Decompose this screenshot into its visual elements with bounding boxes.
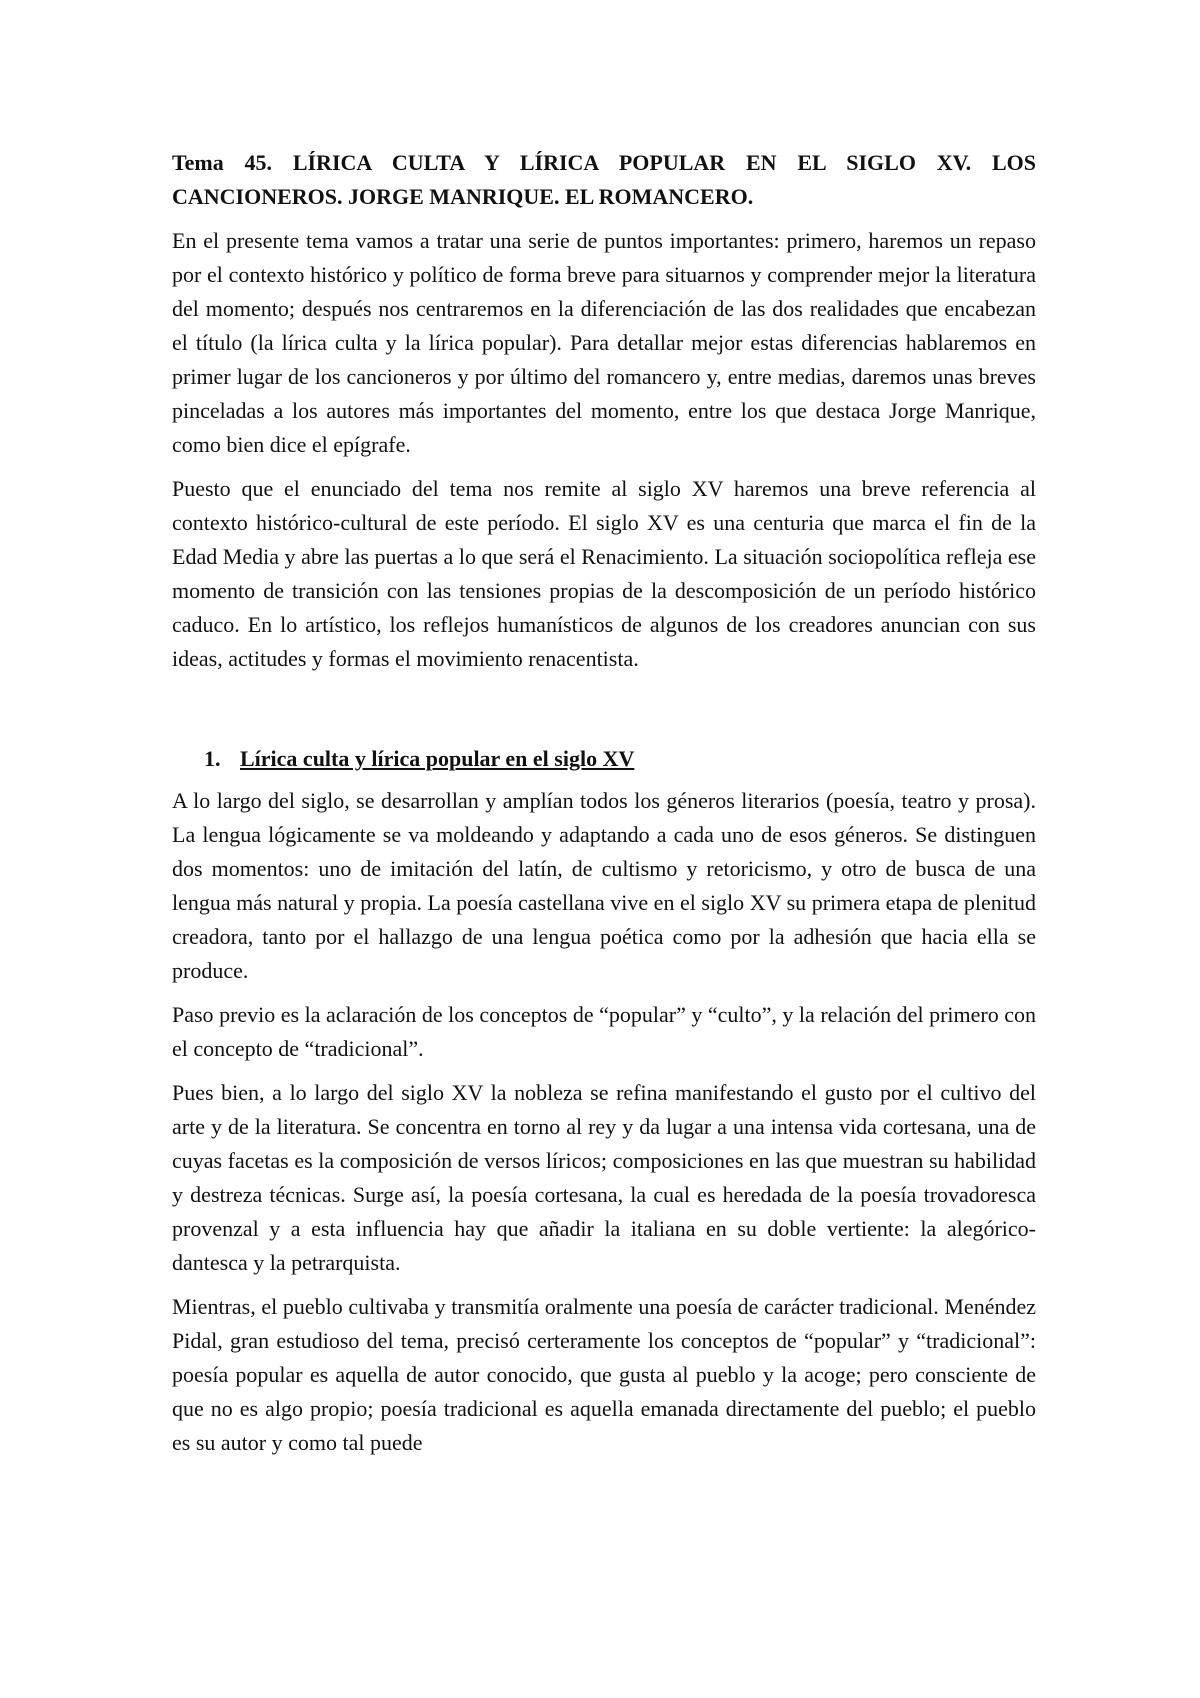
section-paragraph-3: Pues bien, a lo largo del siglo XV la nobleza se refina manifestando el gusto por el cultivo del arte y de la literatura. Se concentra en torno al rey y da lugar a una intensa vida cortesana, una de cuyas facetas es la composición de versos líricos; composiciones en las que muestran su habilidad y destreza técnicas. Surge así, la poesía cortesana, la cual es heredada de la poesía trovadoresca provenzal y a esta influencia hay que añadir la italiana en su doble vertiente: la alegórico-dantesca y la petrarquista.	[172, 1080, 1036, 1275]
section-heading-text: Lírica culta y lírica popular en el siglo XV	[240, 746, 635, 771]
document-title: Tema 45. LÍRICA CULTA Y LÍRICA POPULAR EN EL SIGLO XV. LOS CANCIONEROS. JORGE MANRIQUE. EL ROMANCERO.	[172, 150, 1036, 209]
intro-paragraph-1: En el presente tema vamos a tratar una serie de puntos importantes: primero, haremos un repaso por el contexto histórico y político de forma breve para situarnos y comprender mejor la literatura del momento; después nos centraremos en la diferenciación de las dos realidades que encabezan el título (la lírica culta y la lírica popular). Para detallar mejor estas diferencias hablaremos en primer lugar de los cancioneros y por último del romancero y, entre medias, daremos unas breves pinceladas a los autores más importantes del momento, entre los que destaca Jorge Manrique, como bien dice el epígrafe.	[172, 228, 1036, 457]
section-paragraph-1: A lo largo del siglo, se desarrollan y amplían todos los géneros literarios (poesía, teatro y prosa). La lengua lógicamente se va moldeando y adaptando a cada uno de esos géneros. Se distinguen dos momentos: uno de imitación del latín, de cultismo y retoricismo, y otro de busca de una lengua más natural y propia. La poesía castellana vive en el siglo XV su primera etapa de plenitud creadora, tanto por el hallazgo de una lengua poética como por la adhesión que hacia ella se produce.	[172, 788, 1036, 983]
section-paragraph-4: Mientras, el pueblo cultivaba y transmitía oralmente una poesía de carácter tradicional. Menéndez Pidal, gran estudioso del tema, precisó certeramente los conceptos de “popular” y “tradicional”: poesía popular es aquella de autor conocido, que gusta al pueblo y la acoge; pero consciente de que no es algo propio; poesía tradicional es aquella emanada directamente del pueblo; el pueblo es su autor y como tal puede	[172, 1294, 1036, 1455]
document-page	[172, 146, 1036, 1470]
intro-paragraph-2: Puesto que el enunciado del tema nos remite al siglo XV haremos una breve referencia al contexto histórico-cultural de este período. El siglo XV es una centuria que marca el fin de la Edad Media y abre las puertas a lo que será el Renacimiento. La situación sociopolítica refleja ese momento de transición con las tensiones propias de la descomposición de un período histórico caduco. En lo artístico, los reflejos humanísticos de algunos de los creadores anuncian con sus ideas, actitudes y formas el movimiento renacentista.	[172, 476, 1036, 671]
section-paragraph-2: Paso previo es la aclaración de los conceptos de “popular” y “culto”, y la relación del primero con el concepto de “tradicional”.	[172, 1002, 1036, 1061]
section-spacer	[172, 686, 1036, 742]
section-heading	[172, 742, 1036, 776]
section-number: 1.	[204, 746, 221, 771]
